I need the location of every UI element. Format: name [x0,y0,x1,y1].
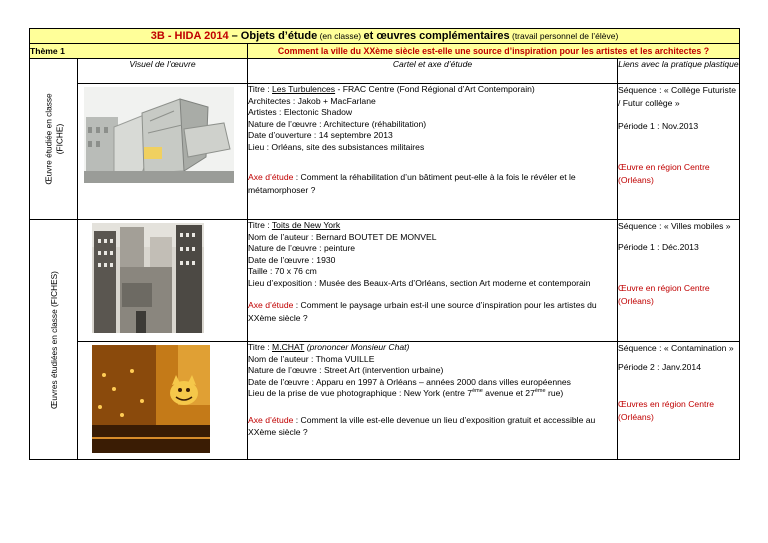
region-text: Œuvre en région Centre (Orléans) [618,283,710,306]
side-label-studied-plural: Œuvres étudiées en classe (FICHES) [30,220,78,460]
auteur-line: Nom de l’auteur : Thoma VUILLE [248,353,375,364]
artwork-liens [618,220,740,342]
lieu-line: Lieu de la prise de vue photographique : New York (entre 7ème avenue et 27ème rue) [248,388,564,398]
lieu-line: Lieu : Orléans, site des subsistances militaires [248,141,425,152]
periode-text: Période 1 : Nov.2013 [618,121,699,131]
column-header-row [30,59,740,84]
artwork-cartel [248,342,618,460]
column-header-cartel: Cartel et axe d’étude [248,59,618,84]
artwork-title: Toits de New York [271,220,341,230]
axe-etude: Axe d’étude : Comment la ville est-elle devenue un lieu d’exposition gratuit et accessible au XXème siècle ? [248,414,596,437]
artwork-liens [618,84,740,220]
sequence-text: Séquence : « Contamination » [618,343,734,353]
periode-text: Période 1 : Déc.2013 [618,242,699,252]
artwork-title: M.CHAT [272,342,305,352]
study-table [29,28,740,460]
artwork-visual [78,220,248,342]
date-line: Date de l’œuvre : 1930 [248,254,336,265]
lieu-line: Lieu d’exposition : Musée des Beaux-Arts d’Orléans, section Art moderne et contemporain [248,277,591,288]
artwork-title: Les Turbulences [272,84,336,94]
turbulences-image [84,87,234,183]
axe-etude: Axe d’étude : Comment la réhabilitation d’un bâtiment peut-elle à la fois le révéler et le métamorphoser ? [248,172,576,195]
titre-line: Titre : M.CHAT (prononcer Monsieur Chat) [248,342,410,352]
artwork-row [30,342,740,460]
date-line: Date de l’œuvre : Apparu en 1997 à Orléans – années 2000 dans villes européennes [248,376,571,387]
artwork-row [30,220,740,342]
auteur-line: Nom de l’auteur : Bernard BOUTET DE MONVEL [248,231,437,242]
artwork-visual [78,84,248,220]
title-row [30,29,740,44]
mchat-image [92,345,210,453]
titre-line: Titre : Toits de New York [248,220,341,230]
nature-line: Nature de l’œuvre : peinture [248,243,355,253]
theme-question: Comment la ville du XXème siècle est-elle une source d’inspiration pour les artistes et les architectes ? [248,44,740,59]
nature-line: Nature de l’œuvre : Street Art (intervention urbaine) [248,365,444,375]
column-header-visuel: Visuel de l’œuvre [78,59,248,84]
artwork-cartel [248,84,618,220]
artwork-liens [618,342,740,460]
sequence-text: Séquence : « Villes mobiles » [618,221,731,231]
artwork-cartel [248,220,618,342]
artistes-line: Artistes : Electonic Shadow [248,107,353,117]
theme-row [30,44,740,59]
date-line: Date d’ouverture : 14 septembre 2013 [248,130,393,140]
architectes-line: Architectes : Jakob + MacFarlane [248,95,376,106]
axe-etude: Axe d’étude : Comment le paysage urbain est-il une source d’inspiration pour les artistes du XXème siècle ? [248,300,597,323]
titre-line: Titre : Les Turbulences - FRAC Centre (Fond Régional d’Art Contemporain) [248,84,535,94]
artwork-row [30,84,740,220]
nature-line: Nature de l’œuvre : Architecture (réhabilitation) [248,118,427,129]
sequence-text: Séquence : « Collège Futuriste / Futur collège » [618,85,736,108]
periode-text: Période 2 : Janv.2014 [618,362,701,372]
side-label-studied: Œuvre étudiée en classe (FICHE) [30,59,78,220]
artwork-visual [78,342,248,460]
theme-label: Thème 1 [30,44,248,59]
page-title: 3B - HIDA 2014 – Objets d’étude (en classe) et œuvres complémentaires (travail personnel de l’élève) [30,29,740,44]
region-text: Œuvre en région Centre (Orléans) [618,162,710,185]
column-header-liens: Liens avec la pratique plastique [618,59,740,84]
region-text: Œuvres en région Centre (Orléans) [618,399,715,422]
taille-line: Taille : 70 x 76 cm [248,266,317,276]
toits-new-york-image [92,223,204,333]
